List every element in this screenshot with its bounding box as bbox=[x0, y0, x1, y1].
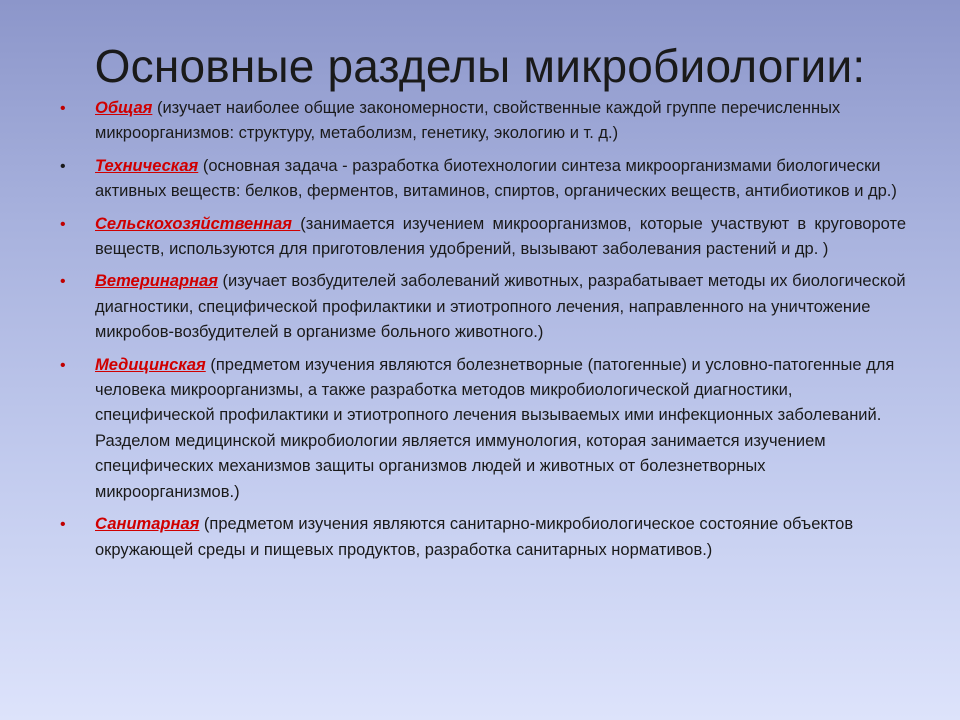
term-veterinary: Ветеринарная bbox=[95, 272, 218, 291]
term-general: Общая bbox=[95, 99, 153, 117]
list-item-general bbox=[56, 96, 906, 147]
bullet-icon: • bbox=[60, 516, 66, 534]
list-item-technical bbox=[56, 154, 906, 205]
bullet-icon: • bbox=[60, 215, 66, 233]
list-item-sanitary bbox=[56, 512, 906, 563]
term-technical: Техническая bbox=[95, 156, 199, 175]
item-description: (основная задача - разработка биотехнологии синтеза микроорганизмами биологически активных веществ: белков, ферментов, витаминов, спиртов, органических веществ, антибиотиков и др.) bbox=[95, 156, 897, 201]
list-item-agricultural bbox=[56, 212, 906, 263]
item-description: (изучает наиболее общие закономерности, свойственные каждой группе перечисленных микроорганизмов: структуру, метаболизм, генетику, экологию и т. д.) bbox=[95, 99, 841, 143]
bullet-icon: • bbox=[60, 100, 66, 117]
list-item-medical bbox=[56, 353, 906, 505]
term-sanitary: Санитарная bbox=[95, 515, 200, 534]
sections-list bbox=[56, 96, 906, 570]
term-medical: Медицинская bbox=[95, 355, 206, 374]
bullet-icon: • bbox=[60, 356, 66, 374]
item-description: (занимается изучением микроорганизмов, которые участвуют в круговороте веществ, используются для приготовления удобрений, вызывают заболевания растений и др. ) bbox=[95, 214, 906, 259]
item-description: (предметом изучения являются санитарно-микробиологическое состояние объектов окружающей среды и пищевых продуктов, разработка санитарных нормативов.) bbox=[95, 515, 854, 559]
list-item-veterinary bbox=[56, 269, 906, 345]
bullet-icon: • bbox=[60, 273, 66, 291]
item-description: (изучает возбудителей заболеваний животных, разрабатывает методы их биологической диагностики, специфической профилактики и этиотропного лечения, направленного на уничтожение микробов-возбудителей в организме больного животного.) bbox=[95, 272, 906, 342]
term-agricultural: Сельскохозяйственная bbox=[95, 214, 301, 233]
slide-title: Основные разделы микробиологии: bbox=[94, 40, 866, 92]
bullet-icon: • bbox=[60, 157, 66, 175]
item-description: (предметом изучения являются болезнетворные (патогенные) и условно-патогенные для человека микроорганизмы, а также разработка методов микробиологической диагностики, специфической профилактики и этиотропного лечения вызываемых ими инфекционных заболеваний. Разделом медицинской микробиологии является иммунология, которая занимается изучением специфических механизмов защиты организмов людей и животных от болезнетворных микроорганизмов.) bbox=[95, 355, 895, 501]
